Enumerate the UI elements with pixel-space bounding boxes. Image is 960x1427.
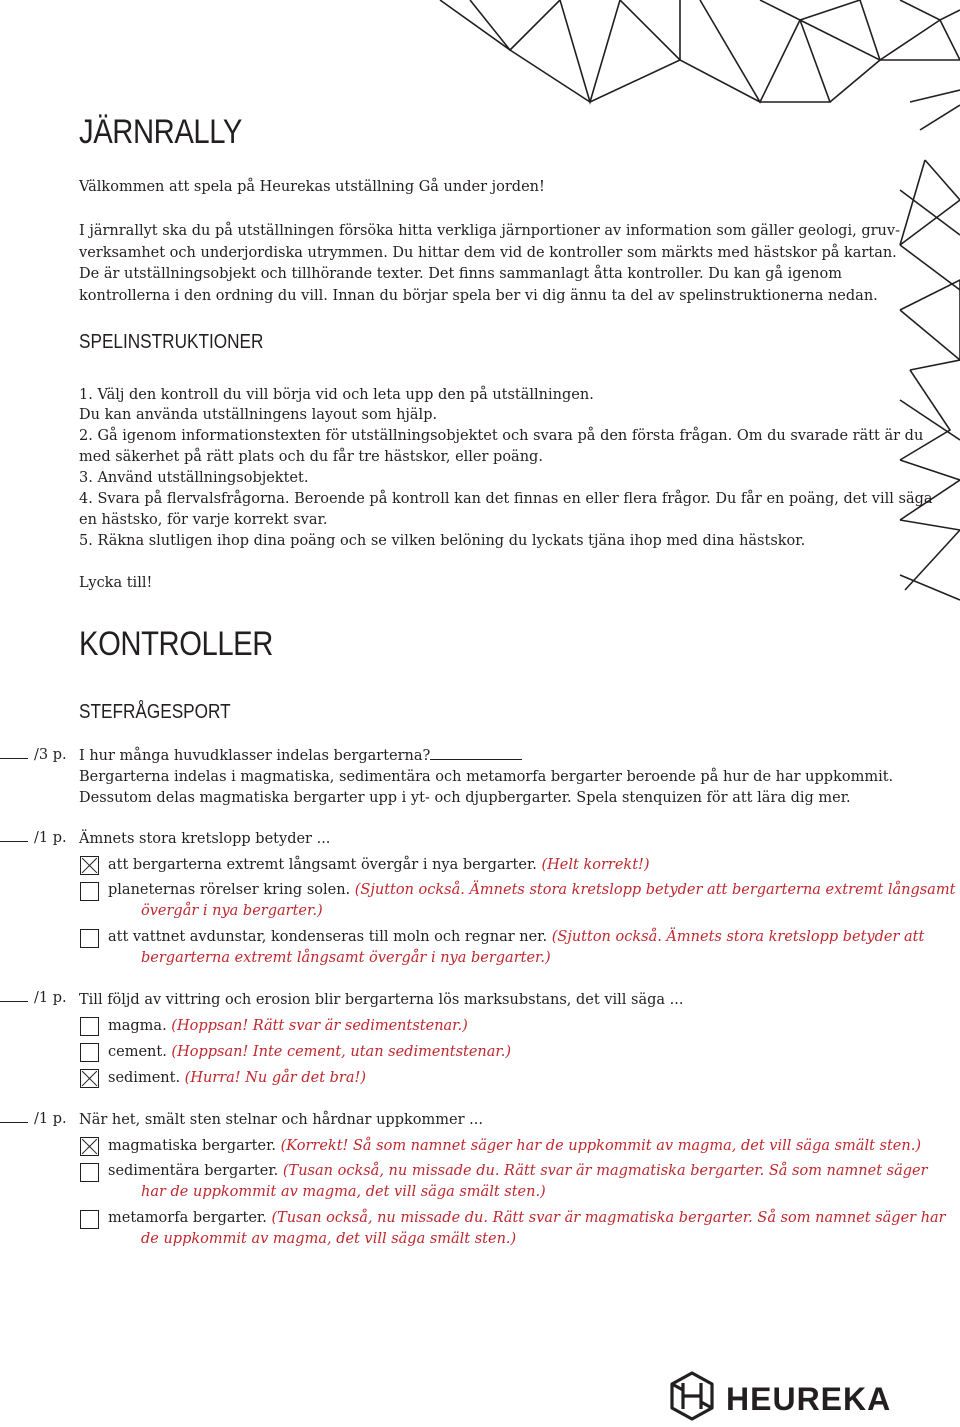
instruction-line: en hästsko, för varje korrekt svar.: [79, 512, 328, 528]
score-blank[interactable]: [0, 831, 28, 842]
option-row: [108, 1208, 946, 1229]
option-row: [108, 1068, 366, 1089]
option-feedback: (Sjutton också. Ämnets stora kretslopp betyder att: [551, 929, 925, 945]
option-text: att vattnet avdunstar, kondenseras till moln och regnar ner.: [108, 929, 548, 945]
intro-paragraph: I järnrallyt ska du på utställningen försöka hitta verkliga järnportioner av information som gäller geologi, gruvverksamhet och underjordiska utrymmen. Du hittar dem vid de kontroller som märkts med hästskor på kartan. De är utställningsobjekt och tillhörande texter. Det finns sammanlagt åtta kontroller. Du kan gå igenom kontrollerna i den ordning du vill. Innan du börjar spela ber vi dig ännu ta del av spelinstruktionerna nedan.: [79, 223, 900, 304]
option-text: metamorfa bergarter.: [108, 1210, 267, 1226]
page-title: JÄRNRALLY: [79, 113, 242, 151]
instructions-heading: SPELINSTRUKTIONER: [79, 331, 264, 353]
checkbox[interactable]: [80, 929, 99, 948]
option-feedback-continued: bergarterna extremt långsamt övergår i nya bergarter.): [141, 950, 551, 966]
option-feedback: (Helt korrekt!): [541, 857, 650, 873]
instruction-line: 1. Välj den kontroll du vill börja vid och leta upp den på utställningen.: [79, 387, 594, 403]
question-text: När het, smält sten stelnar och hårdnar uppkommer ...: [79, 1112, 483, 1128]
checkbox-checked[interactable]: [80, 1137, 99, 1156]
checkbox-checked[interactable]: [80, 1069, 99, 1088]
score-blank[interactable]: [0, 1112, 28, 1123]
option-row: [108, 1016, 468, 1037]
option-feedback: (Tusan också, nu missade du. Rätt svar är magmatiska bergarter. Så som namnet säger: [282, 1163, 928, 1179]
option-feedback: (Tusan också, nu missade du. Rätt svar är magmatiska bergarter. Så som namnet säger har: [271, 1210, 946, 1226]
score-blank[interactable]: [0, 748, 28, 759]
option-feedback: (Hoppsan! Inte cement, utan sedimentstenar.): [171, 1044, 512, 1060]
good-luck-text: Lycka till!: [79, 575, 153, 591]
instruction-line: Du kan använda utställningens layout som hjälp.: [79, 407, 438, 423]
option-feedback: (Korrekt! Så som namnet säger har de uppkommit av magma, det vill säga smält sten.): [280, 1138, 921, 1154]
score-field[interactable]: [0, 747, 66, 763]
score-label: /1 p.: [34, 1111, 67, 1127]
option-text: sedimentära bergarter.: [108, 1163, 279, 1179]
controls-heading: KONTROLLER: [79, 625, 273, 663]
option-feedback-continued: har de uppkommit av magma, det vill säga smält sten.): [141, 1184, 546, 1200]
explanation-line: Bergarterna indelas i magmatiska, sedimentära och metamorfa bergarter beroende på hur de har uppkommit.: [79, 769, 894, 785]
checkbox[interactable]: [80, 1017, 99, 1036]
checkbox[interactable]: [80, 1210, 99, 1229]
score-label: /3 p.: [34, 747, 67, 763]
option-feedback-continued: de uppkommit av magma, det vill säga smält sten.): [141, 1231, 517, 1247]
question-label: I hur många huvudklasser indelas bergarterna?: [79, 748, 431, 764]
checkbox[interactable]: [80, 882, 99, 901]
score-label: /1 p.: [34, 990, 67, 1006]
option-row: [108, 927, 924, 948]
option-text: cement.: [108, 1044, 167, 1060]
option-text: sediment.: [108, 1070, 181, 1086]
score-blank[interactable]: [0, 991, 28, 1002]
option-feedback: (Hurra! Nu går det bra!): [184, 1070, 366, 1086]
explanation-line: Dessutom delas magmatiska bergarter upp i yt- och djupbergarter. Spela stenquizen för att lära dig mer.: [79, 790, 851, 806]
score-field[interactable]: [0, 830, 66, 846]
logo-wordmark: HEUREKA: [726, 1381, 892, 1417]
instruction-line: 4. Svara på flervalsfrågorna. Beroende på kontroll kan det finnas en eller flera frågor. Du får en poäng, det vill säga: [79, 491, 933, 507]
option-feedback-continued: övergår i nya bergarter.): [141, 903, 323, 919]
option-row: [108, 855, 650, 876]
option-text: magmatiska bergarter.: [108, 1138, 277, 1154]
question-text: Ämnets stora kretslopp betyder ...: [79, 831, 331, 847]
option-feedback: (Hoppsan! Rätt svar är sedimentstenar.): [171, 1018, 468, 1034]
option-text: magma.: [108, 1018, 167, 1034]
option-text: planeternas rörelser kring solen.: [108, 882, 351, 898]
option-row: [108, 1136, 921, 1157]
instruction-line: 2. Gå igenom informationstexten för utställningsobjektet och svara på den första frågan. Om du svarade rätt är du: [79, 428, 924, 444]
checkbox-checked[interactable]: [80, 856, 99, 875]
question-text: [79, 746, 522, 767]
option-row: [108, 1042, 511, 1063]
answer-blank[interactable]: [430, 749, 522, 760]
instruction-line: 3. Använd utställningsobjektet.: [79, 470, 309, 486]
instruction-line: med säkerhet på rätt plats och du får tre hästskor, eller poäng.: [79, 449, 543, 465]
score-field[interactable]: [0, 1111, 66, 1127]
score-field[interactable]: [0, 990, 66, 1006]
welcome-text: Välkommen att spela på Heurekas utställning Gå under jorden!: [79, 179, 545, 195]
checkbox[interactable]: [80, 1043, 99, 1062]
question-text: Till följd av vittring och erosion blir bergarterna lös marksubstans, det vill säga ...: [79, 992, 684, 1008]
checkbox[interactable]: [80, 1163, 99, 1182]
option-feedback: (Sjutton också. Ämnets stora kretslopp betyder att bergarterna extremt långsamt: [354, 882, 956, 898]
heureka-logo: [668, 1370, 908, 1422]
option-text: att bergarterna extremt långsamt övergår i nya bergarter.: [108, 857, 537, 873]
instruction-line: 5. Räkna slutligen ihop dina poäng och se vilken belöning du lyckats tjäna ihop med dina hästskor.: [79, 533, 806, 549]
option-row: [108, 880, 955, 901]
option-row: [108, 1161, 928, 1182]
score-label: /1 p.: [34, 830, 67, 846]
station-heading: STEFRÅGESPORT: [79, 701, 231, 723]
